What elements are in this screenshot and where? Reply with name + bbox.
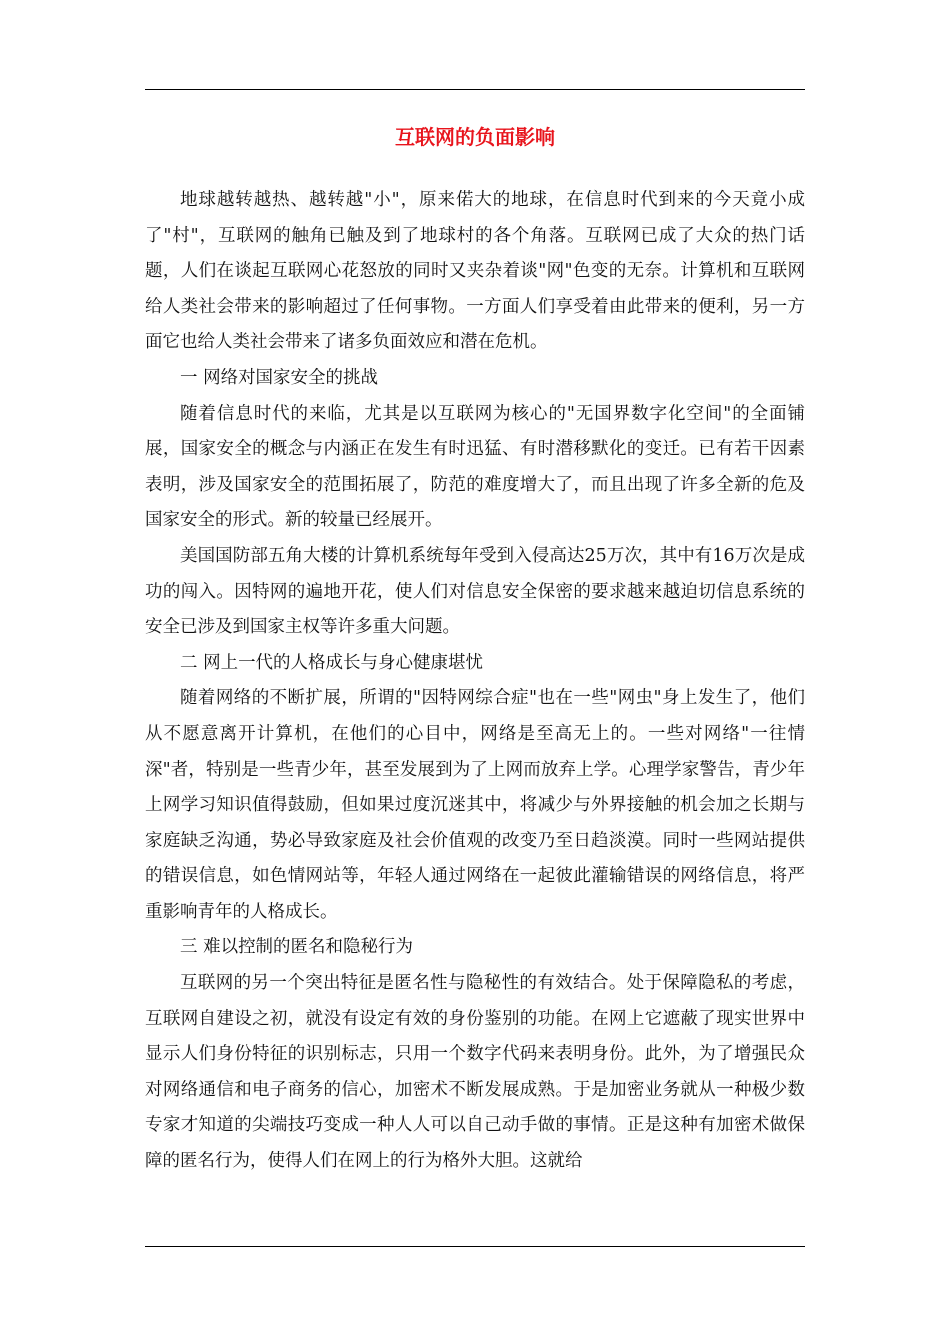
paragraph-pentagon: 美国国防部五角大楼的计算机系统每年受到入侵高达25万次，其中有16万次是成功的闯入。因特网的遍地开花，使人们对信息安全保密的要求越来越迫切信息系统的安全已涉及到国家主权等许多重大问题。 xyxy=(145,545,805,638)
section-heading-1: 一 网络对国家安全的挑战 xyxy=(180,367,379,388)
paragraph-national-security: 随着信息时代的来临，尤其是以互联网为核心的"无国界数字化空间"的全面铺展，国家安全的概念与内涵正在发生有时迅猛、有时潜移默化的变迁。已有若干因素表明，涉及国家安全的范围拓展了，防范的难度增大了，而且出现了许多全新的危及国家安全的形式。新的较量已经展开。 xyxy=(145,403,805,531)
document-body xyxy=(145,183,805,1180)
page-title: 互联网的负面影响 xyxy=(395,125,555,149)
paragraph-anonymity: 互联网的另一个突出特征是匿名性与隐秘性的有效结合。处于保障隐私的考虑，互联网自建设之初，就没有设定有效的身份鉴别的功能。在网上它遮蔽了现实世界中显示人们身份特征的识别标志，只用一个数字代码来表明身份。此外，为了增强民众对网络通信和电子商务的信心，加密术不断发展成熟。于是加密业务就从一种极少数专家才知道的尖端技巧变成一种人人可以自己动手做的事情。正是这种有加密术做保障的匿名行为，使得人们在网上的行为格外大胆。这就给 xyxy=(145,973,805,1172)
paragraph-internet-syndrome: 随着网络的不断扩展，所谓的"因特网综合症"也在一些"网虫"身上发生了，他们从不愿意离开计算机，在他们的心目中，网络是至高无上的。一些对网络"一往情深"者，特别是一些青少年，甚至发展到为了上网而放弃上学。心理学家警告，青少年上网学习知识值得鼓励，但如果过度沉迷其中，将减少与外界接触的机会加之长期与家庭缺乏沟通，势必导致家庭及社会价值观的改变乃至日趋淡漠。同时一些网站提供的错误信息，如色情网站等，年轻人通过网络在一起彼此灌输错误的网络信息，将严重影响青年的人格成长。 xyxy=(145,688,805,922)
header-rule xyxy=(145,89,805,90)
section-heading-3: 三 难以控制的匿名和隐秘行为 xyxy=(180,937,414,958)
section-heading-2: 二 网上一代的人格成长与身心健康堪忧 xyxy=(180,652,484,673)
footer-rule xyxy=(145,1246,805,1247)
paragraph-intro: 地球越转越热、越转越"小"，原来偌大的地球，在信息时代到来的今天竟小成了"村"，互联网的触角已触及到了地球村的各个角落。互联网已成了大众的热门话题，人们在谈起互联网心花怒放的同时又夹杂着谈"网"色变的无奈。计算机和互联网给人类社会带来的影响超过了任何事物。一方面人们享受着由此带来的便利，另一方面它也给人类社会带来了诸多负面效应和潜在危机。 xyxy=(145,190,805,353)
